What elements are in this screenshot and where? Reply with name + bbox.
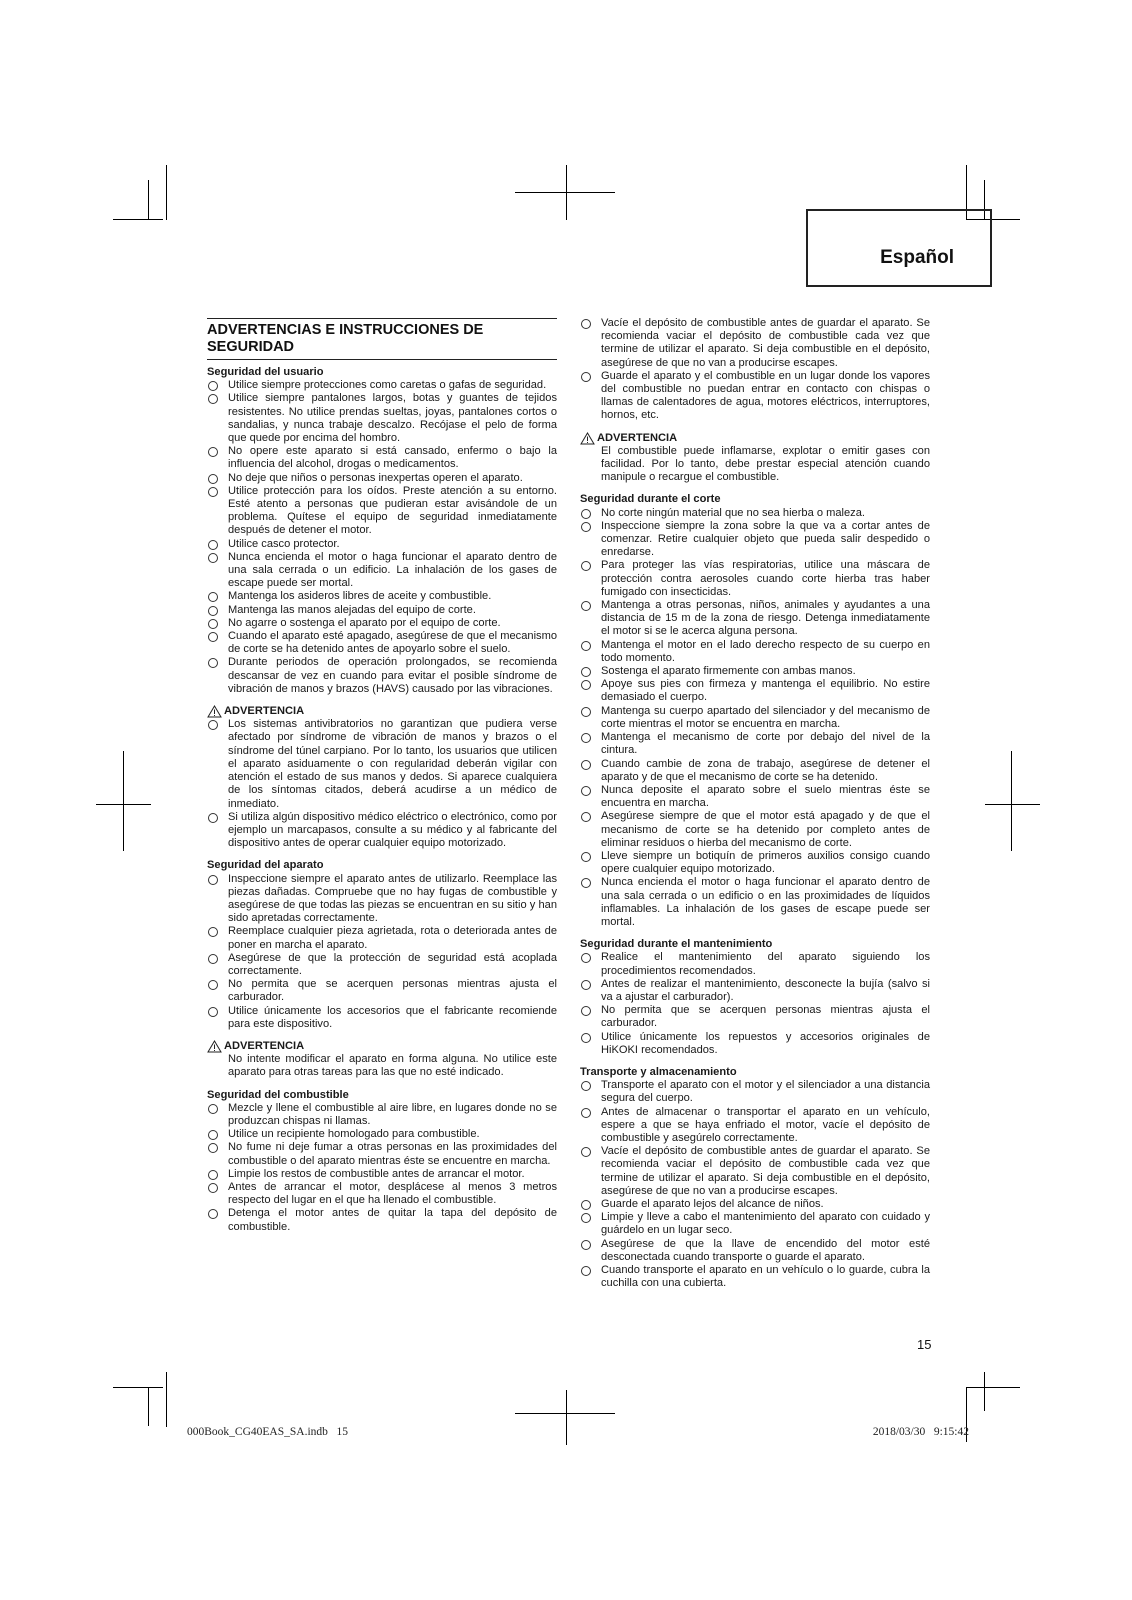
warning-list [207,718,557,850]
list-item: Vacíe el depósito de combustible antes de guardar el aparato. Se recomienda vaciar el depósito de combustible cada vez que termine de utilizar el aparato. Si deja combustible en el depósito, asegúrese de que no van a producirse escapes. [580,1145,930,1198]
list-item: No permita que se acerquen personas mientras ajusta el carburador. [207,978,557,1004]
list-item: Para proteger las vías respiratorias, utilice una máscara de protección contra aerosoles cuando corte hierba tras haber fumigado con insecticidas. [580,559,930,599]
list-item: Utilice únicamente los accesorios que el fabricante recomiende para este dispositivo. [207,1005,557,1031]
left-column [207,318,557,1234]
list-item: Utilice siempre protecciones como caretas o gafas de seguridad. [207,379,557,392]
warning-block [207,1040,557,1080]
list-item: Nunca encienda el motor o haga funcionar el aparato dentro de una sala cerrada o un edificio o en las proximidades de líquidos inflamables. La inhalación de los gases de escape puede ser mortal. [580,876,930,929]
footer-filename: 000Book_CG40EAS_SA.indb 15 [187,1426,349,1438]
section-heading: Seguridad del combustible [207,1088,349,1101]
list-item: Sostenga el aparato firmemente con ambas manos. [580,665,930,678]
list-item: Utilice un recipiente homologado para combustible. [207,1128,557,1141]
list-item: Realice el mantenimiento del aparato siguiendo los procedimientos recomendados. [580,951,930,977]
page-title: ADVERTENCIAS E INSTRUCCIONES DE SEGURIDAD [207,318,557,360]
list-item: Antes de arrancar el motor, desplácese al menos 3 metros respecto del lugar en el que ha llenado el combustible. [207,1181,557,1207]
list-item: Asegúrese de que la protección de seguridad está acoplada correctamente. [207,952,557,978]
warning-triangle-icon [207,1040,222,1053]
warning-block [207,705,557,850]
list-item: Mantenga el motor en el lado derecho respecto de su cuerpo en todo momento. [580,639,930,665]
list-item: Utilice siempre pantalones largos, botas y guantes de tejidos resistentes. No utilice prendas sueltas, joyas, pantalones cortos o sandalias, y nunca trabaje descalzo. Recójase el pelo de forma que quede por encima del hombro. [207,392,557,445]
section-heading: Seguridad durante el corte [580,493,721,506]
list-item: Detenga el motor antes de quitar la tapa del depósito de combustible. [207,1207,557,1233]
list-item: Inspeccione siempre el aparato antes de utilizarlo. Reemplace las piezas dañadas. Compruebe que no hay fugas de combustible y asegúrese de que todas las piezas se encuentran en su sitio y han sido apretadas correctamente. [207,873,557,926]
warning-triangle-icon [580,432,595,445]
warning-triangle-icon [207,705,222,718]
fuel-safety-continued-list [580,317,930,423]
warning-text: No intente modificar el aparato en forma alguna. No utilice este aparato para otras tareas para las que no esté indicado. [228,1053,557,1079]
list-item: Durante periodos de operación prolongados, se recomienda descansar de vez en cuando para evitar el posible síndrome de vibración de manos y brazos (HAVS) causado por las vibraciones. [207,656,557,696]
list-item: Mantenga a otras personas, niños, animales y ayudantes a una distancia de 15 m de la zona de riesgo. Detenga inmediatamente el motor si se le acerca alguna persona. [580,599,930,639]
list-item: Mantenga el mecanismo de corte por debajo del nivel de la cintura. [580,731,930,757]
list-item: Limpie y lleve a cabo el mantenimiento del aparato con cuidado y guárdelo en un lugar seco. [580,1211,930,1237]
maintenance-safety-list [580,951,930,1057]
warning-label: ADVERTENCIA [224,1039,305,1052]
warning-heading [580,432,930,445]
list-item: Utilice únicamente los repuestos y accesorios originales de HiKOKI recomendados. [580,1031,930,1057]
warning-heading [207,705,557,718]
list-item: Reemplace cualquier pieza agrietada, rota o deteriorada antes de poner en marcha el aparato. [207,925,557,951]
list-item: Utilice protección para los oídos. Preste atención a su entorno. Esté atento a personas que pudieran estar avisándole de un problema. Quítese el equipo de seguridad inmediatamente después de detener el motor. [207,485,557,538]
section-heading: Seguridad durante el mantenimiento [580,938,773,951]
list-item: Cuando cambie de zona de trabajo, asegúrese de detener el aparato y de que el mecanismo de corte se ha detenido. [580,758,930,784]
list-item: Inspeccione siempre la zona sobre la que va a cortar antes de comenzar. Retire cualquier objeto que pueda salir despedido o enredarse. [580,520,930,560]
list-item: No permita que se acerquen personas mientras ajusta el carburador. [580,1004,930,1030]
list-item: Vacíe el depósito de combustible antes de guardar el aparato. Se recomienda vaciar el depósito de combustible cada vez que termine de utilizar el aparato. Si deja combustible en el depósito, asegúrese de que no van a producirse escapes. [580,317,930,370]
list-item: Antes de realizar el mantenimiento, desconecte la bujía (salvo si va a ajustar el carburador). [580,978,930,1004]
section-heading: Seguridad del aparato [207,859,324,872]
warning-label: ADVERTENCIA [224,705,305,718]
list-item: Si utiliza algún dispositivo médico eléctrico o electrónico, como por ejemplo un marcapasos, consulte a su médico y al fabricante del dispositivo antes de operar cualquier equipo motorizado. [207,811,557,851]
section-heading: Seguridad del usuario [207,366,324,378]
list-item: Los sistemas antivibratorios no garantizan que pudiera verse afectado por síndrome de vibración de manos y brazos o el síndrome del túnel carpiano. Por lo tanto, los usuarios que utilicen el aparato asiduamente o con regularidad deberán vigilar con atención el estado de sus manos y dedos. Si aparece cualquiera de los síntomas citados, deberá acudirse a un médico de inmediato. [207,718,557,810]
list-item: No agarre o sostenga el aparato por el equipo de corte. [207,617,557,630]
footer-timestamp: 2018/03/30 9:15:42 [872,1426,969,1438]
right-column [580,317,930,1290]
list-item: Asegúrese de que la llave de encendido del motor esté desconectada cuando transporte o guarde el aparato. [580,1238,930,1264]
list-item: Cuando el aparato esté apagado, asegúrese de que el mecanismo de corte se ha detenido antes de apoyarlo sobre el suelo. [207,630,557,656]
user-safety-list [207,379,557,696]
list-item: Utilice casco protector. [207,538,557,551]
list-item: Asegúrese siempre de que el motor está apagado y de que el mecanismo de corte se ha detenido por completo antes de eliminar residuos o hierba del mecanismo de corte. [580,810,930,850]
section-heading: Transporte y almacenamiento [580,1065,737,1078]
fuel-safety-section [207,1089,557,1234]
list-item: Guarde el aparato lejos del alcance de niños. [580,1198,930,1211]
list-item: No deje que niños o personas inexpertas operen el aparato. [207,472,557,485]
transport-storage-list [580,1079,930,1290]
list-item: Mantenga los asideros libres de aceite y combustible. [207,590,557,603]
list-item: Cuando transporte el aparato en un vehículo o lo guarde, cubra la cuchilla con una cubierta. [580,1264,930,1290]
list-item: Limpie los restos de combustible antes de arrancar el motor. [207,1168,557,1181]
language-label: Español [880,247,954,268]
page-number: 15 [917,1337,932,1352]
device-safety-list [207,873,557,1031]
list-item: Apoye sus pies con firmeza y mantenga el equilibrio. No estire demasiado el cuerpo. [580,678,930,704]
list-item: No fume ni deje fumar a otras personas en las proximidades del combustible o del aparato mientras éste se encuentre en marcha. [207,1141,557,1167]
list-item: Lleve siempre un botiquín de primeros auxilios consigo cuando opere cualquier equipo motorizado. [580,850,930,876]
list-item: No corte ningún material que no sea hierba o maleza. [580,507,930,520]
list-item: Guarde el aparato y el combustible en un lugar donde los vapores del combustible no puedan entrar en contacto con chispas o llamas de calentadores de agua, motores eléctricos, interruptores, hornos, etc. [580,370,930,423]
cutting-safety-section [580,493,930,929]
maintenance-safety-section [580,938,930,1057]
list-item: Mantenga su cuerpo apartado del silenciador y del mecanismo de corte mientras el motor se encuentra en marcha. [580,705,930,731]
list-item: No opere este aparato si está cansado, enfermo o bajo la influencia del alcohol, drogas o medicamentos. [207,445,557,471]
list-item: Nunca encienda el motor o haga funcionar el aparato dentro de una sala cerrada o un edificio. La inhalación de los gases de escape puede ser mortal. [207,551,557,591]
list-item: Mantenga las manos alejadas del equipo de corte. [207,604,557,617]
list-item: Transporte el aparato con el motor y el silenciador a una distancia segura del cuerpo. [580,1079,930,1105]
warning-label: ADVERTENCIA [597,431,678,444]
warning-block [580,432,930,485]
cutting-safety-list [580,507,930,930]
device-safety-section [207,859,557,1031]
list-item: Mezcle y llene el combustible al aire libre, en lugares donde no se produzcan chispas ni llamas. [207,1102,557,1128]
list-item: Nunca deposite el aparato sobre el suelo mientras éste se encuentra en marcha. [580,784,930,810]
fuel-safety-list [207,1102,557,1234]
warning-text: El combustible puede inflamarse, explotar o emitir gases con facilidad. Por lo tanto, debe prestar especial atención cuando manipule o recargue el combustible. [601,444,930,484]
user-safety-section [207,366,557,696]
language-tab [806,209,992,287]
transport-storage-section [580,1066,930,1290]
list-item: Antes de almacenar o transportar el aparato en un vehículo, espere a que se haya enfriado el motor, vacíe el depósito de combustible y asegúrelo correctamente. [580,1106,930,1146]
warning-heading [207,1040,557,1053]
